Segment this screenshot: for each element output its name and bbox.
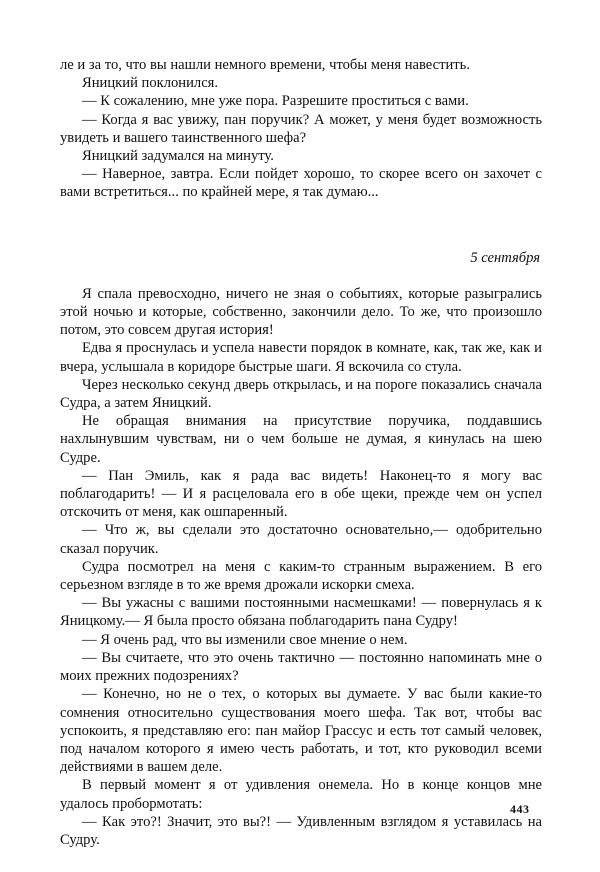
text-block-bottom [60,285,542,849]
paragraph: — Я очень рад, что вы изменили свое мнение о нем. [82,631,408,648]
paragraph: — Когда я вас увижу, пан поручик? А может, у меня будет возможность увидеть и вашего таинственного шефа? [60,111,542,146]
book-page [60,56,542,849]
paragraph: Яницкий задумался на минуту. [82,148,274,165]
paragraph: — Вы считаете, что это очень тактично — постоянно напоминать мне о моих прежних подозрениях? [60,649,542,685]
paragraph: — К сожалению, мне уже пора. Разрешите проститься с вами. [82,93,469,110]
paragraph: Едва я проснулась и успела навести порядок в комнате, как, так же, как и вчера, услышала в коридоре быстрые шаги. Я вскочила со стула. [60,340,542,375]
page-number: 443 [510,802,530,816]
paragraph: — Наверное, завтра. Если пойдет хорошо, то скорее всего он захочет с вами встретиться... по крайней мере, я так думаю... [60,166,542,201]
paragraph: Яницкий поклонился. [82,75,219,92]
paragraph: Судра посмотрел на меня с каким-то странным выражением. В его серьезном взгляде в то же время дрожали искорки смеха. [60,558,542,594]
paragraph: Я спала превосходно, ничего не зная о событиях, которые разыгрались этой ночью и которые, собственно, закончили дело. То же, что произошло потом, это совсем другая история! [60,285,542,339]
paragraph: В первый момент я от удивления онемела. Но в конце концов мне удалось пробормотать: [60,777,542,812]
paragraph: Не обращая внимания на присутствие поручика, поддавшись нахлынувшим чувствам, ни о чем больше не думая, я кинулась на шею Судре. [60,413,542,466]
paragraph: Через несколько секунд дверь открылась, и на пороге показались сначала Судра, а затем Яницкий. [60,376,542,412]
paragraph: — Вы ужасны с вашими постоянными насмешками! — повернулась я к Яницкому.— Я была просто обязана поблагодарить пана Судру! [60,595,542,630]
paragraph: — Пан Эмиль, как я рада вас видеть! Наконец-то я могу вас поблагодарить! — И я расцеловала его в обе щеки, прежде чем он успел отскочить от меня, как ошпаренный. [60,467,542,521]
text-block-top [60,56,542,202]
paragraph: — Как это?! Значит, это вы?! — Удивленным взглядом я уставилась на Судру. [60,813,542,848]
paragraph: ле и за то, что вы нашли немного времени, чтобы меня навестить. [60,57,470,73]
paragraph: — Что ж, вы сделали это достаточно основательно,— одобрительно сказал поручик. [60,522,542,557]
paragraph: — Конечно, но не о тех, о которых вы думаете. У вас были какие-то сомнения относительно существования моего шефа. Так вот, чтобы вас успокоить, я представляю его: пан майор Грассус и есть тот самый человек, под началом которого я имею честь работать, и тот, кто руководил всеми действиями в вашем деле. [60,686,542,776]
date-heading: 5 сентября [470,249,540,266]
